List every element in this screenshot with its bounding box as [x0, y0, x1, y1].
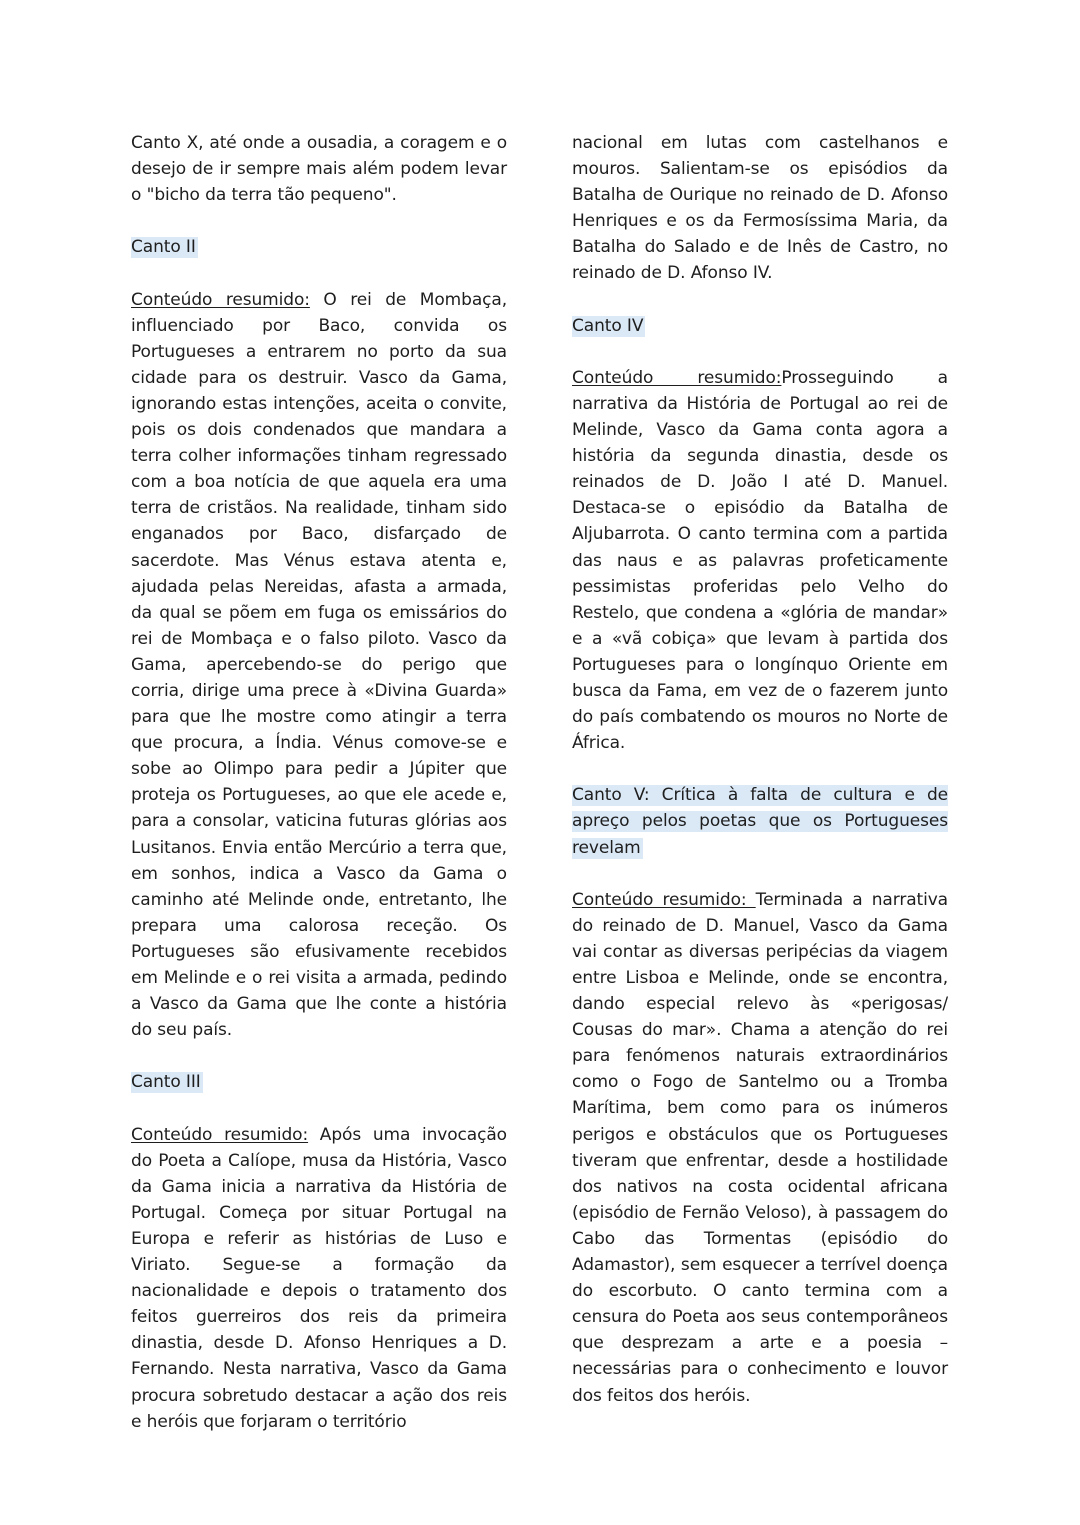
left-column: [131, 130, 507, 1435]
paragraph-gap: [131, 1095, 507, 1121]
canto-iii-summary-label: Conteúdo resumido:: [131, 1124, 309, 1145]
canto-ii-summary-text: O rei de Mombaça, influenciado por Baco, convida os Portugueses a entrarem no porto da sua cidade para os destruir. Vasco da Gama, ignorando estas intenções, aceita o convite, pois os dois condenados que mandara a terra colher informações tinham regressado com a boa notícia de que aquela era uma terra de cristãos. Na realidade, tinham sido enganados por Baco, disfarçado de sacerdote. Mas Vénus estava atenta e, ajudada pelas Nereidas, afasta a armada, da qual se põem em fuga os emissários do rei de Mombaça e o falso piloto. Vasco da Gama, apercebendo-se do perigo que corria, dirige uma prece à «Divina Guarda» para que lhe mostre como atingir a terra que procura, a Índia. Vénus comove-se e sobe ao Olimpo para pedir a Júpiter que proteja os Portugueses, ao que ele acede e, para a consolar, vaticina futuras glórias aos Lusitanos. Envia então Mercúrio a terra que, em sonhos, indica a Vasco da Gama o caminho até Melinde onde, entretanto, lhe prepara uma calorosa receção. Os Portugueses são efusivamente recebidos em Melinde e o rei visita a armada, pedindo a Vasco da Gama que lhe conte a história do seu país.: [131, 289, 507, 1041]
canto-v-summary-label: Conteúdo resumido:: [572, 889, 756, 910]
right-column: [572, 130, 948, 1409]
canto-iv-summary-text: Prosseguindo a narrativa da História de Portugal ao rei de Melinde, Vasco da Gama conta agora a história da segunda dinastia, desde os reinados de D. João I até D. Manuel. Destaca-se o episódio da Batalha de Aljubarrota. O canto termina com a partida das naus e as palavras profeticamente pessimistas proferidas pelo Velho do Restelo, que condena a «glória de mandar» e a «vã cobiça» que levam à partida dos Portugueses para o longínquo Oriente em busca da Fama, em vez de o fazerem junto do país combatendo os mouros no Norte de África.: [572, 367, 948, 754]
intro-paragraph: Canto X, até onde a ousadia, a coragem e o desejo de ir sempre mais além podem levar o "bicho da terra tão pequeno".: [131, 133, 507, 206]
paragraph-gap: [572, 339, 948, 365]
paragraph-gap: [131, 260, 507, 286]
canto-iv-summary: [572, 365, 948, 756]
canto-iv-heading-line: [572, 313, 948, 339]
canto-iii-summary-text: Após uma invocação do Poeta a Calíope, musa da História, Vasco da Gama inicia a narrativa da História de Portugal. Começa por situar Portugal na Europa e referir as histórias de Luso e Viriato. Segue-se a formação da nacionalidade e depois o tratamento dos feitos guerreiros dos reis da primeira dinastia, desde D. Afonso Henriques a D. Fernando. Nesta narrativa, Vasco da Gama procura sobretudo destacar a ação dos reis e heróis que forjaram o território: [131, 1124, 507, 1432]
canto-iii-heading-line: [131, 1069, 507, 1095]
paragraph-gap: [131, 1043, 507, 1069]
canto-ii-summary-label: Conteúdo resumido:: [131, 289, 310, 310]
paragraph-gap: [572, 287, 948, 313]
canto-ii-summary: [131, 287, 507, 1044]
canto-v-summary-text: Terminada a narrativa do reinado de D. Manuel, Vasco da Gama vai contar as diversas peripécias da viagem entre Lisboa e Melinde, onde se encontra, dando especial relevo às «perigosas/ Cousas do mar». Chama a atenção do rei para fenómenos naturais extraordinários como o Fogo de Santelmo ou a Tromba Marítima, bem como para os inúmeros perigos e obstáculos que os Portugueses tiveram que enfrentar, desde a hostilidade dos nativos na costa ocidental africana (episódio de Fernão Veloso), à passagem do Cabo das Tormentas (episódio do Adamastor), sem esquecer a terrível doença do escorbuto. O canto termina com a censura do Poeta aos seus contemporâneos que desprezam a arte e a poesia – necessárias para o conhecimento e louvor dos feitos dos heróis.: [572, 889, 948, 1406]
canto-iv-summary-label: Conteúdo resumido:: [572, 367, 782, 388]
canto-ii-heading: Canto II: [131, 237, 196, 258]
paragraph-gap: [572, 861, 948, 887]
canto-v-summary: [572, 887, 948, 1409]
paragraph-gap: [131, 208, 507, 234]
canto-iv-heading: Canto IV: [572, 315, 644, 336]
canto-iii-continuation: nacional em lutas com castelhanos e mouros. Salientam-se os episódios da Batalha de Ourique no reinado de D. Afonso Henriques e os da Fermosíssima Maria, da Batalha do Salado e de Inês de Castro, no reinado de D. Afonso IV.: [572, 133, 948, 284]
canto-v-heading-line: [572, 782, 948, 860]
canto-v-heading: Canto V: Crítica à falta de cultura e de apreço pelos poetas que os Portugueses revelam: [572, 785, 948, 858]
canto-iii-summary: [131, 1122, 507, 1435]
canto-iii-heading: Canto III: [131, 1072, 201, 1093]
canto-ii-heading-line: [131, 234, 507, 260]
paragraph-gap: [572, 756, 948, 782]
